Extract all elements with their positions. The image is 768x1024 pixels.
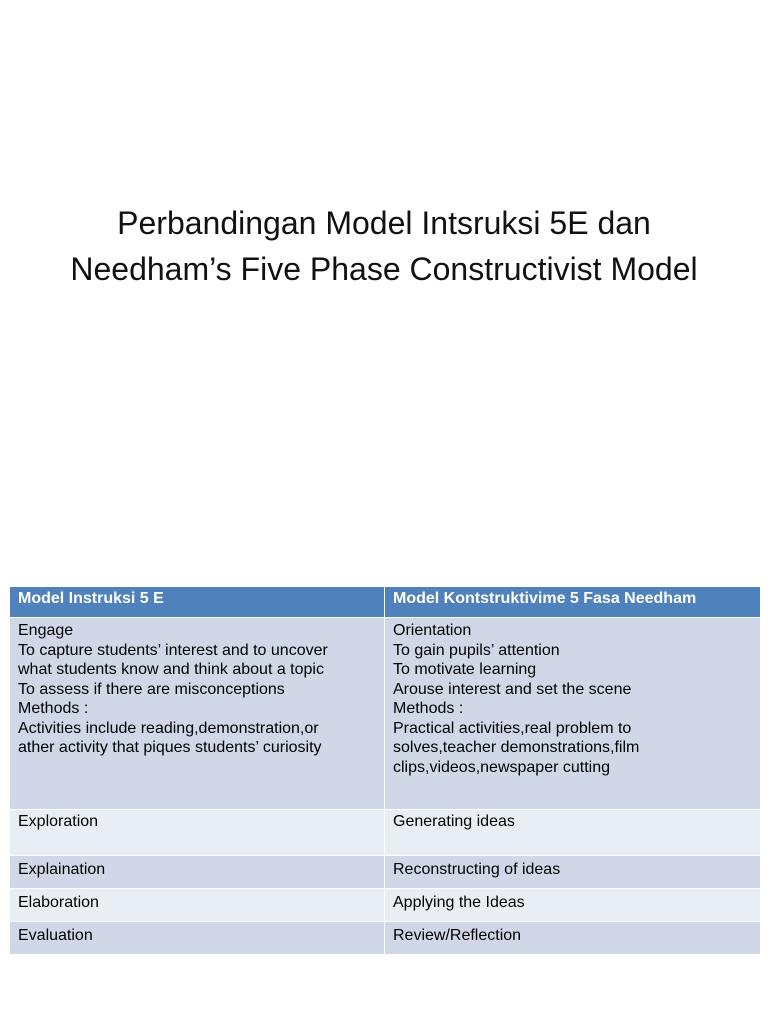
cell-line: Arouse interest and set the scene [393, 680, 632, 698]
table-row-exploration [10, 810, 761, 856]
cell-explaination: Explaination [10, 856, 385, 889]
cell-line: Activities include reading,demonstration,or [18, 719, 319, 737]
cell-engage [10, 618, 385, 810]
cell-line: Practical activities,real problem to [393, 719, 632, 737]
cell-line: To capture students’ interest and to uncover [18, 641, 328, 659]
table-row-explaination [10, 856, 761, 889]
cell-applying-ideas: Applying the Ideas [385, 889, 761, 922]
cell-line: Methods : [393, 700, 464, 717]
comparison-table [9, 586, 761, 955]
cell-generating-ideas: Generating ideas [385, 810, 761, 856]
header-model-5e: Model Instruksi 5 E [10, 587, 385, 618]
cell-line: Methods : [18, 700, 89, 717]
slide-title-line-2: Needham’s Five Phase Constructivist Model [70, 251, 698, 287]
slide-title [30, 200, 738, 292]
cell-review-reflection: Review/Reflection [385, 922, 761, 955]
table-row-evaluation [10, 922, 761, 955]
cell-line: Orientation [393, 622, 472, 639]
cell-exploration: Exploration [10, 810, 385, 856]
cell-line: To motivate learning [393, 661, 537, 678]
table-row-engage [10, 618, 761, 810]
table-header-row [10, 587, 761, 618]
cell-evaluation: Evaluation [10, 922, 385, 955]
cell-line: what students know and think about a topic [18, 661, 324, 678]
cell-orientation [385, 618, 761, 810]
cell-line: ather activity that piques students’ curiosity [18, 739, 322, 756]
cell-line: To gain pupils’ attention [393, 641, 560, 659]
cell-line: solves,teacher demonstrations,film [393, 739, 640, 756]
cell-line: To assess if there are misconceptions [18, 680, 285, 698]
table-row-elaboration [10, 889, 761, 922]
cell-reconstructing-ideas: Reconstructing of ideas [385, 856, 761, 889]
slide-title-line-1: Perbandingan Model Intsruksi 5E dan [117, 205, 651, 241]
header-model-needham: Model Kontstruktivime 5 Fasa Needham [385, 587, 761, 618]
cell-line: Engage [18, 622, 74, 639]
cell-elaboration: Elaboration [10, 889, 385, 922]
cell-line: clips,videos,newspaper cutting [393, 758, 611, 776]
